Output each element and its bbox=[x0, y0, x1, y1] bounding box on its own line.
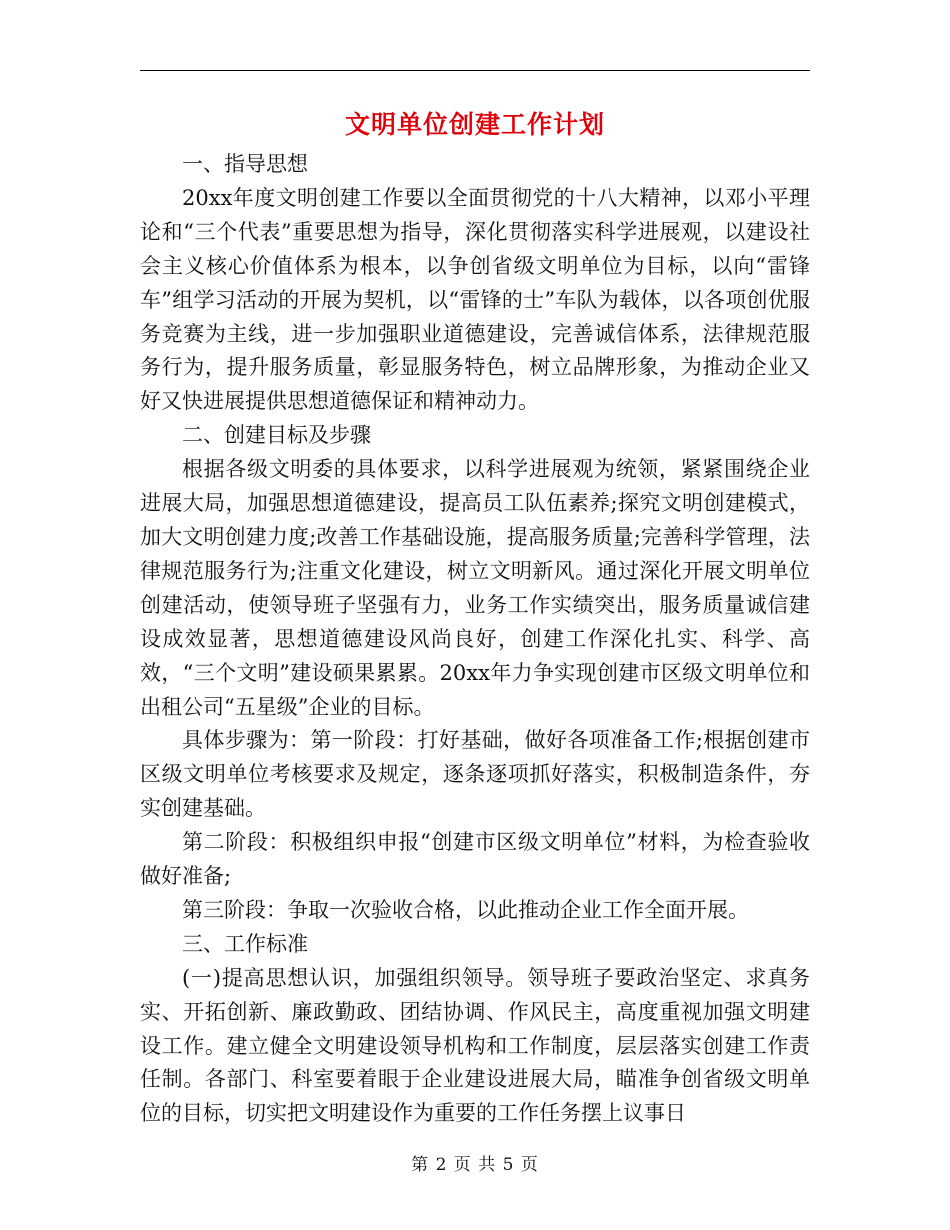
paragraph: 20xx年度文明创建工作要以全面贯彻党的十八大精神，以邓小平理论和“三个代表”重要思想为指导，深化贯彻落实科学进展观，以建设社会主义核心价值体系为根本，以争创省级文明单位为目标，以向“雷锋车”组学习活动的开展为契机，以“雷锋的士”车队为载体，以各项创优服务竞赛为主线，进一步加强职业道德建设，完善诚信体系，法律规范服务行为，提升服务质量，彰显服务特色，树立品牌形象，为推动企业又好又快进展提供思想道德保证和精神动力。 bbox=[140, 185, 810, 414]
paragraph: (一)提高思想认识，加强组织领导。领导班子要政治坚定、求真务实、开拓创新、廉政勤政、团结协调、作风民主，高度重视加强文明建设工作。建立健全文明建设领导机构和工作制度，层层落实创建工作责任制。各部门、科室要着眼于企业建设进展大局，瞄准争创省级文明单位的目标，切实把文明建设作为重要的工作任务摆上议事日 bbox=[140, 965, 810, 1126]
page-number: 第 2 页 共 5 页 bbox=[411, 1155, 539, 1175]
section-heading-1: 一、指导思想 bbox=[182, 152, 308, 176]
paragraph: 具体步骤为：第一阶段：打好基础，做好各项准备工作;根据创建市区级文明单位考核要求及规定，逐条逐项抓好落实，积极制造条件，夯实创建基础。 bbox=[140, 728, 810, 821]
section-heading-3: 三、工作标准 bbox=[182, 931, 308, 956]
header-rule bbox=[140, 70, 810, 71]
section-heading-2: 二、创建目标及步骤 bbox=[182, 423, 371, 448]
paragraph: 第三阶段：争取一次验收合格，以此推动企业工作全面开展。 bbox=[182, 897, 749, 922]
paragraph: 第二阶段：积极组织申报“创建市区级文明单位”材料，为检查验收做好准备; bbox=[140, 830, 810, 889]
paragraph: 根据各级文明委的具体要求，以科学进展观为统领，紧紧围绕企业进展大局，加强思想道德建设，提高员工队伍素养;探究文明创建模式，加大文明创建力度;改善工作基础设施，提高服务质量;完善科学管理，法律规范服务行为;注重文化建设，树立文明新风。通过深化开展文明单位创建活动，使领导班子坚强有力，业务工作实绩突出，服务质量诚信建设成效显著，思想道德建设风尚良好，创建工作深化扎实、科学、高效，“三个文明”建设硕果累累。20xx年力争实现创建市区级文明单位和出租公司“五星级”企业的目标。 bbox=[140, 457, 810, 719]
document-title: 文明单位创建工作计划 bbox=[344, 110, 605, 139]
document-body bbox=[140, 148, 810, 1131]
